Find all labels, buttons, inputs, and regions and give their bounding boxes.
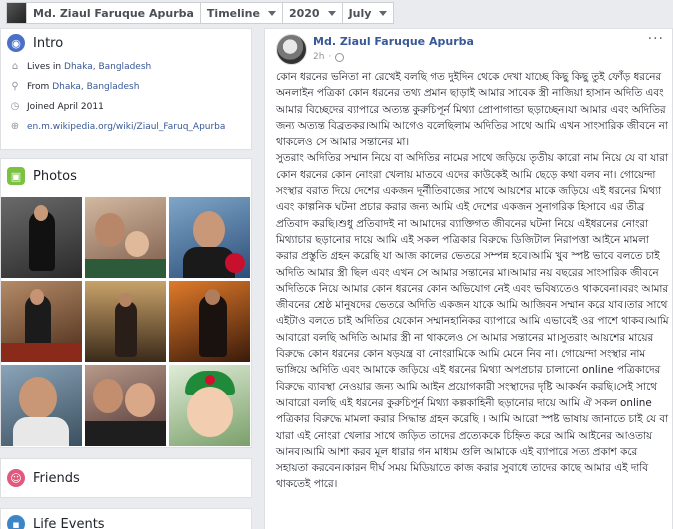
life-events-title[interactable]: Life Events <box>33 516 105 529</box>
clock-icon: ◷ <box>10 101 20 112</box>
chevron-down-icon <box>379 11 387 16</box>
separator-dot: · <box>328 52 332 62</box>
photo-thumbnail[interactable] <box>169 365 250 446</box>
friends-title[interactable]: Friends <box>33 470 80 486</box>
timeline-nav <box>0 0 673 26</box>
from-prefix: From <box>27 82 50 92</box>
more-options-icon[interactable]: ··· <box>647 31 664 47</box>
photos-header <box>1 159 251 193</box>
joined-text: Joined April 2011 <box>27 102 104 112</box>
photo-thumbnail[interactable] <box>1 281 82 362</box>
friends-card <box>0 458 252 498</box>
post-meta <box>313 52 344 62</box>
public-globe-icon[interactable] <box>335 53 344 62</box>
friends-icon: ☺ <box>7 469 25 487</box>
globe-icon: ◉ <box>7 34 25 52</box>
post-paragraph: সুতরাং অদিতির সম্মান নিয়ে বা অদিতির নামের সাথে জড়িয়ে তৃতীয় কারো নাম নিয়ে যে বা যারা কোন ধরনের কোন নোংরা খেলায় মাতবে এদের কাউকেই আমি ছেড়ে কথা বলব না। গোয়েন্দা সংস্থার বরাত দিয়ে দেশের একজন দূর্নীতিবাজের সাথে আয়শের মাকে জড়িয়ে এই ধরনের মিথ্যা এবং কাল্পনিক ঘটনা প্রচার করার জন্য আমি এই দেশের একজন সুনাগরিক হিসাবে এর তীব্র প্রতিবাদ করছি।শুধু প্রতিবাদই না আমাদের ব্যাক্তিগত জীবনের ঘটনা নিয়ে এইধরনের নোংরা মিথ্যাচার ছড়ানোর দায়ে আমি এই সকল পত্রিকার বিরুদ্ধে ডিজিটাল নিরাপত্তা আইনে মামলা করার প্রস্তুতি গ্রহন করেছি যা আজ কালের ভেতরে সম্পন্ন হবে।আমি খুব স্পষ্ট ভাবে বলতে চাই অদিতি আমার স্ত্রী ছিল এবং এখন সে আমার সন্তানের মা।আমার নয় বছরের সাংসারিক জীবনে অদিতিকে নিয়ে আমার কোন ধরনের কোন অভিযোগ নেই এবং ভবিষ্যতেও থাকবেনা।বরং আমার জীবনের শ্রেষ্ঠ মানুষদের ভেতরে অদিতি একজন যাকে আমি আজিবন সম্মান করে যাব।তার সাথে এইটাও বলতে চাই অদিতির যেকোন সম্মানহানিকর ব্যাপারে আমি এভাবেই ওর পাশে থাকব।আমি আবারো বলছি অদিতি আমার স্ত্রী না থাকলেও সে আমার সন্তানের মা।সুতরাং আয়শের মায়ের বিরুদ্ধে কোন ধরনের কোন ষড়যন্ত্র বা নোংরামিকে আমি মেনে নিব না। গোয়েন্দা সংস্থার নাম ভাঙ্গিয়ে অদিতি এবং আমাকে জড়িয়ে এই ধরনের মিথ্যা অপপ্রচার চালানো online পত্রিকাদের বিরুদ্ধে ব্যাবস্থা নেওয়ার জন্য আমি আইন প্রয়োগকারী সংস্থাদের দৃষ্টি আকর্ষন করছি।সেই সাথে আবারো বলছি এই ধরনের কুরুচিপূর্ন মিথ্যা কল্পকাহিনী ছড়ানোর দায়ে আমি ঐ সকল online পত্রিকার বিরুদ্ধে মামলা করার সিদ্ধান্ত গ্রহন করেছি । আমি আরো স্পষ্ট ভাষায় জানাতে চাই যে বা যারা এই নোংরা খেলার সাথে জড়িত তাদের প্রত্যেককে চিহ্নিত করে আমি আইনের আওতায় আনব।আমি আশা করব মূল ধারার গন মাধ্যম গুলি আমাকে এই ব্যাপারে সত্য প্রকাশ করে সহায়তা করবেন।কারন দীর্ঘ সময় মিডিয়াতে কাজ করার সুবাধে তাদের কাছে আমার এই দাবি থাকতেই পারে। <box>276 152 672 491</box>
intro-lives-in <box>1 57 251 77</box>
month-dropdown[interactable] <box>343 3 394 23</box>
photos-icon: ▣ <box>7 167 25 185</box>
photo-thumbnail[interactable] <box>169 281 250 362</box>
chevron-down-icon <box>328 11 336 16</box>
profile-name: Md. Ziaul Faruque Apurba <box>33 6 194 20</box>
year-label: 2020 <box>288 6 320 20</box>
month-label: July <box>348 6 372 20</box>
life-events-card <box>0 508 252 529</box>
intro-header <box>1 29 251 57</box>
photos-title[interactable]: Photos <box>33 168 77 184</box>
from-place-link[interactable]: Dhaka, Bangladesh <box>52 82 140 92</box>
intro-website <box>1 117 251 137</box>
photos-card <box>0 158 252 448</box>
home-icon: ⌂ <box>11 61 19 72</box>
photo-thumbnail[interactable] <box>1 197 82 278</box>
photo-thumbnail[interactable] <box>85 197 166 278</box>
post-body <box>276 69 670 493</box>
chevron-down-icon <box>268 11 276 16</box>
lives-prefix: Lives in <box>27 62 62 72</box>
profile-name-link[interactable] <box>27 3 201 23</box>
globe-link-icon: ⊕ <box>10 121 20 132</box>
post-card <box>264 28 673 529</box>
photo-thumbnail[interactable] <box>85 365 166 446</box>
avatar[interactable] <box>276 34 307 65</box>
photo-thumbnail[interactable] <box>169 197 250 278</box>
intro-from <box>1 77 251 97</box>
friends-header <box>1 459 251 497</box>
intro-joined <box>1 97 251 117</box>
location-pin-icon: ⚲ <box>11 81 19 92</box>
post-paragraph: কোন ধরনের ভনিতা না রেখেই বলছি গত দুইদিন থেকে দেখা যাচ্ছে কিছু কিছু তুই ফোঁড় ধরনের অনলাইন পত্রিকা কোন ধরনের তথ্য প্রমান ছাড়াই আমার সাবেক স্ত্রী নাজিয়া হাসান অদিতি এবং আমার বিচ্ছেদের ব্যাপারে অত্যন্ত কুরুচিপূর্ন মিথ্যা প্রোপাগান্ডা ছড়াচ্ছেন।যা আমার এবং অদিতির জন্য অত্যন্ত বিব্রতকর।আমি আগেও বলেছিলাম অদিতির সাথে আমি এখন সাংসারিক জীবনে না থাকলেও সে আমার সন্তানের মা। <box>276 71 672 149</box>
intro-title: Intro <box>33 35 64 51</box>
life-events-header <box>1 509 251 529</box>
year-dropdown[interactable] <box>283 3 343 23</box>
briefcase-icon: ▪ <box>7 515 25 529</box>
website-link[interactable]: en.m.wikipedia.org/wiki/Ziaul_Faruq_Apurba <box>27 122 226 132</box>
timeline-dropdown[interactable] <box>201 3 283 23</box>
post-author-link[interactable]: Md. Ziaul Faruque Apurba <box>313 35 474 48</box>
photo-thumbnail[interactable] <box>85 281 166 362</box>
timeline-label: Timeline <box>206 6 260 20</box>
timeline-nav-bar <box>6 2 394 24</box>
photo-thumbnail[interactable] <box>1 365 82 446</box>
post-timestamp[interactable]: 2h <box>313 52 325 62</box>
photo-grid <box>1 197 251 446</box>
lives-place-link[interactable]: Dhaka, Bangladesh <box>64 62 152 72</box>
intro-card <box>0 28 252 150</box>
profile-thumbnail[interactable] <box>7 3 27 23</box>
